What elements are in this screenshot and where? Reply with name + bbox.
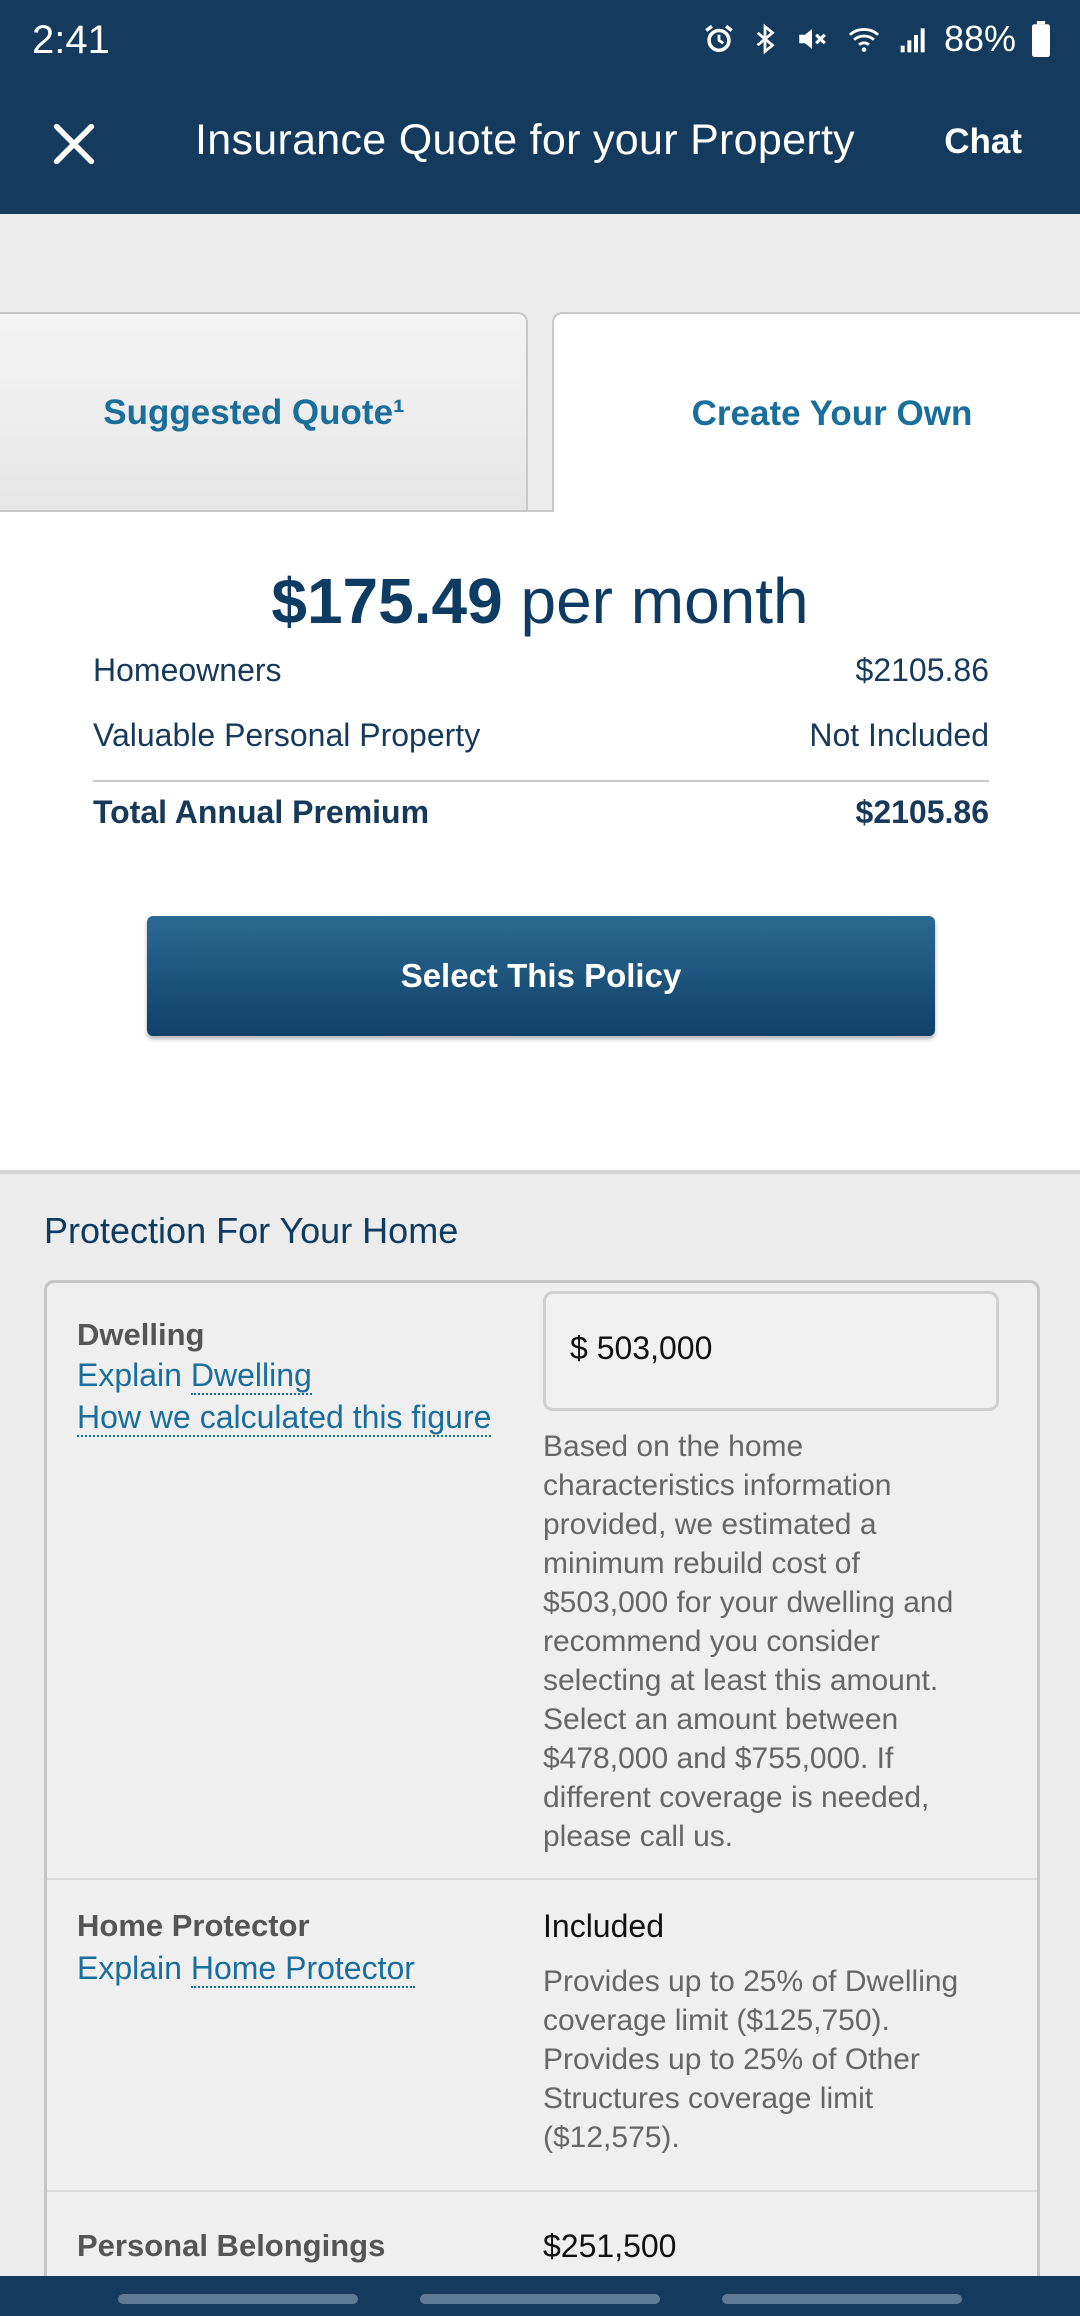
system-nav-bar xyxy=(0,2276,1080,2316)
coverage-label: Personal Belongings xyxy=(77,2228,386,2263)
explain-prefix: Explain xyxy=(77,1357,191,1393)
coverage-label: Dwelling xyxy=(77,1317,205,1352)
quote-summary xyxy=(0,512,1080,1172)
wifi-icon xyxy=(844,22,884,56)
premium-divider xyxy=(93,780,989,782)
app-bar xyxy=(0,82,1080,214)
how-calculated-text[interactable]: How we calculated this figure xyxy=(77,1399,492,1435)
premium-line-value: $2105.86 xyxy=(855,652,989,688)
battery-icon xyxy=(1030,21,1052,57)
nav-recents-button[interactable] xyxy=(118,2294,358,2304)
explain-dwelling-link[interactable] xyxy=(77,1357,312,1394)
battery-percent: 88% xyxy=(943,18,1016,59)
monthly-price-unit: per month xyxy=(502,565,809,637)
chat-button[interactable]: Chat xyxy=(944,122,1022,161)
status-icons xyxy=(702,18,1052,60)
coverage-row-home-protector xyxy=(47,1880,1037,2192)
premium-line-homeowners xyxy=(93,652,989,689)
tab-suggested-quote[interactable]: Suggested Quote¹ xyxy=(0,312,528,512)
status-time: 2:41 xyxy=(32,18,110,62)
select-policy-button[interactable]: Select This Policy xyxy=(147,916,935,1036)
premium-line-value: Not Included xyxy=(809,717,989,753)
coverage-list xyxy=(44,1280,1040,2316)
how-calculated-link[interactable] xyxy=(77,1399,491,1436)
alarm-icon xyxy=(702,22,736,56)
explain-term[interactable]: Dwelling xyxy=(190,1357,312,1393)
quote-tabs xyxy=(0,214,1080,514)
personal-belongings-value: $251,500 xyxy=(543,2228,677,2264)
home-protector-value: Included xyxy=(543,1908,664,1944)
total-label: Total Annual Premium xyxy=(93,794,430,830)
dwelling-description: Based on the home characteristics information provided, we estimated a minimum rebuild cost of $503,000 for your dwelling and recommend you consider selecting at least this amount. Select an amount between $478,000 and $755,000. If different coverage is needed, please call us. xyxy=(543,1430,954,1853)
premium-line-label: Valuable Personal Property xyxy=(93,717,481,753)
explain-home-protector-link[interactable] xyxy=(77,1950,415,1987)
dwelling-amount-input[interactable]: $ 503,000 xyxy=(543,1291,999,1411)
explain-term[interactable]: Home Protector xyxy=(190,1950,415,1986)
tab-create-your-own[interactable]: Create Your Own xyxy=(552,312,1080,514)
status-bar xyxy=(0,0,1080,82)
monthly-price xyxy=(0,564,1080,638)
nav-back-button[interactable] xyxy=(722,2294,962,2304)
protection-section-title: Protection For Your Home xyxy=(44,1210,459,1251)
home-protector-description: Provides up to 25% of Dwelling coverage limit ($125,750). Provides up to 25% of Other Structures coverage limit ($12,575). xyxy=(543,1965,959,2154)
premium-line-valuable-property xyxy=(93,717,989,754)
mute-icon xyxy=(794,22,830,56)
total-annual-premium xyxy=(93,794,989,831)
explain-prefix: Explain xyxy=(77,1950,191,1986)
premium-line-label: Homeowners xyxy=(93,652,282,688)
page-title: Insurance Quote for your Property xyxy=(194,116,855,164)
coverage-row-dwelling xyxy=(47,1283,1037,1880)
coverage-label: Home Protector xyxy=(77,1908,310,1943)
nav-home-button[interactable] xyxy=(420,2294,660,2304)
monthly-price-amount: $175.49 xyxy=(271,565,503,637)
bluetooth-icon xyxy=(750,22,780,56)
total-value: $2105.86 xyxy=(855,794,989,830)
section-divider xyxy=(0,1170,1080,1174)
signal-icon xyxy=(898,22,930,56)
